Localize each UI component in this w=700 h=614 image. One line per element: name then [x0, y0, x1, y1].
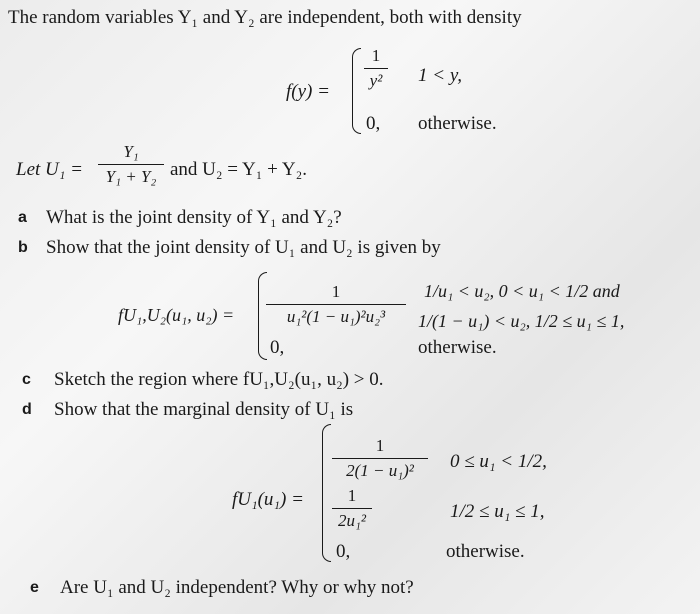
- part-e-label: e: [30, 579, 39, 596]
- marginal-case3-value: 0,: [336, 541, 351, 562]
- joint-case1-numerator: 1: [331, 282, 341, 301]
- part-a-label: a: [18, 209, 27, 226]
- marginal-case2-numerator: 1: [347, 486, 357, 505]
- joint-case1-denominator: u₁²(1 − u₁)²u₂³: [286, 307, 386, 326]
- let-denominator: Y₁ + Y₂: [105, 167, 157, 186]
- let-fraction: [98, 142, 164, 187]
- density-case2-value: 0,: [366, 113, 381, 134]
- part-c-text: Sketch the region where fU₁,U₂(u₁, u₂) > 0.: [54, 369, 384, 390]
- marginal-lhs: fU₁(u₁) =: [232, 489, 304, 510]
- joint-case1-condition-line2: 1/(1 − u₁) < u₂, 1/2 ≤ u₁ ≤ 1,: [418, 311, 625, 331]
- let-suffix: and U₂ = Y₁ + Y₂.: [170, 159, 307, 180]
- part-e-text: Are U₁ and U₂ independent? Why or why not?: [60, 577, 414, 598]
- joint-case2-condition: otherwise.: [418, 337, 497, 358]
- density-case1-numerator: 1: [371, 46, 381, 65]
- marginal-case2-denominator: 2u₁²: [337, 511, 366, 530]
- part-d-label: d: [22, 401, 32, 418]
- marginal-case2-condition: 1/2 ≤ u₁ ≤ 1,: [450, 501, 545, 522]
- marginal-case2-fraction: [332, 486, 372, 531]
- let-prefix: Let U₁ =: [16, 159, 83, 180]
- marginal-brace: [322, 424, 331, 562]
- density-lhs: f(y) =: [286, 81, 330, 102]
- density-case1-fraction: [364, 46, 388, 91]
- density-case1-denominator: y²: [369, 71, 383, 90]
- density-brace: [352, 48, 361, 134]
- marginal-case1-condition: 0 ≤ u₁ < 1/2,: [450, 451, 547, 472]
- joint-case1-fraction: [266, 282, 406, 327]
- let-numerator: Y₁: [123, 142, 139, 161]
- part-b-text: Show that the joint density of U₁ and U₂ is given by: [46, 237, 441, 258]
- part-c-label: c: [22, 371, 31, 388]
- joint-case1-condition-line1: 1/u₁ < u₂, 0 < u₁ < 1/2 and: [424, 281, 620, 301]
- joint-lhs: fU₁,U₂(u₁, u₂) =: [118, 305, 235, 325]
- marginal-case1-denominator: 2(1 − u₁)²: [346, 461, 414, 480]
- part-d-text: Show that the marginal density of U₁ is: [54, 399, 354, 420]
- marginal-case3-condition: otherwise.: [446, 541, 525, 562]
- marginal-case1-numerator: 1: [375, 436, 385, 455]
- joint-case2-value: 0,: [270, 337, 285, 358]
- marginal-case1-fraction: [332, 436, 428, 481]
- intro-text: The random variables Y₁ and Y₂ are independent, both with density: [8, 7, 522, 28]
- part-b-label: b: [18, 239, 28, 256]
- part-a-text: What is the joint density of Y₁ and Y₂?: [46, 207, 342, 228]
- density-case1-condition: 1 < y,: [418, 65, 462, 86]
- density-case2-condition: otherwise.: [418, 113, 497, 134]
